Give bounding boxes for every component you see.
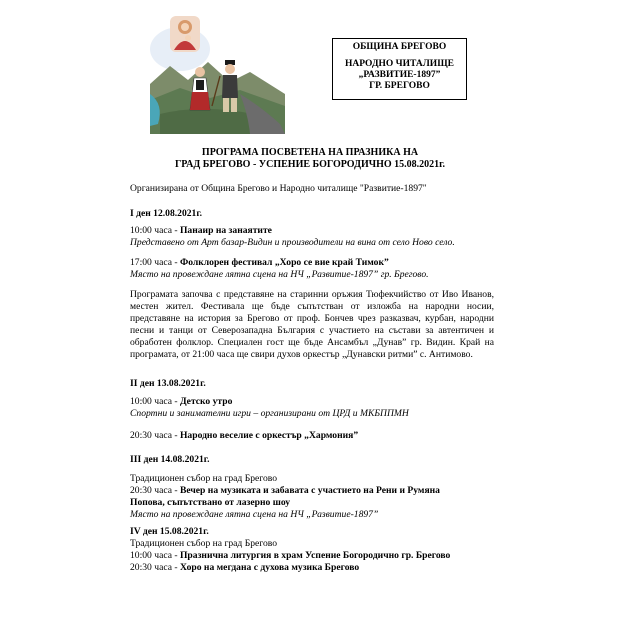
org-community-center-name: „РАЗВИТИЕ-1897” — [358, 70, 441, 80]
day2-event1-title: Детско утро — [179, 396, 233, 407]
day3-heading: III ден 14.08.2021г. — [130, 454, 210, 465]
day1-event1 — [130, 225, 272, 237]
day2-event1-desc: Спортни и занимателни игри – организирани от ЦРД и МКБППМН — [130, 408, 409, 419]
day4-heading: IV ден 15.08.2021г. — [130, 526, 209, 537]
day2-event2-time: 20:30 часа - — [130, 430, 180, 441]
day1-event2 — [130, 257, 389, 269]
day4-event2-time: 20:30 часа - — [130, 562, 180, 573]
day3-event1-time: 20:30 часа - — [130, 485, 180, 496]
organized-by: Организирана от Община Брегово и Народно читалище "Развитие-1897" — [130, 183, 427, 194]
day1-event2-time: 17:00 часа - — [130, 257, 180, 268]
day4-event1-time: 10:00 часа - — [130, 550, 180, 561]
day4-intro: Традиционен събор на град Брегово — [130, 538, 278, 549]
organization-box — [332, 38, 467, 100]
day2-event2 — [130, 430, 358, 442]
org-community-center: НАРОДНО ЧИТАЛИЩЕ — [345, 59, 454, 69]
day2-heading: II ден 13.08.2021г. — [130, 378, 206, 389]
day3-event1-title: Вечер на музиката и забавата с участието на Рени и Румяна — [179, 485, 440, 496]
day1-description-paragraph: Програмата започва с представяне на старинни оръжия Тюфекчийство от Иво Иванов, местен жител. Фестивала ще бъде съпътстван от изложба на народни носии, представяне на история за Брегово от проф. Бончев чрез разказвач, курбан, народни песни и танци от Северозападна България с участието на състави за автентичен и обработен фолклор. Специален гост ще бъде Ансамбъл „Дунав” гр. Видин. Край на програмата, от 21:00 часа ще свири духов оркестър „Дунавски ритми” с. Антимово. — [130, 289, 494, 360]
day4-event1 — [130, 550, 450, 562]
day2-event2-title: Народно веселие с оркестър „Хармония” — [179, 430, 359, 441]
day1-event2-title: Фолклорен фестивал „Хоро се вие край Тимок” — [179, 257, 389, 268]
day1-event1-time: 10:00 часа - — [130, 225, 180, 236]
day2-event1-time: 10:00 часа - — [130, 396, 180, 407]
day1-heading: I ден 12.08.2021г. — [130, 208, 203, 219]
program-title-line1: ПРОГРАМА ПОСВЕТЕНА НА ПРАЗНИКА НА — [201, 147, 419, 158]
org-municipality: ОБЩИНА БРЕГОВО — [352, 42, 447, 52]
day4-event1-title: Празнична литургия в храм Успение Богородично гр. Брегово — [179, 550, 451, 561]
folk-couple-illustration — [150, 14, 285, 134]
day4-event2-title: Хоро на мегдана с духова музика Брегово — [179, 562, 360, 573]
icon-virgin-mary-icon — [170, 16, 200, 52]
day1-event1-desc: Представено от Арт базар-Видин и производители на вина от село Ново село. — [130, 237, 455, 248]
program-title-line2: ГРАД БРЕГОВО - УСПЕНИЕ БОГОРОДИЧНО 15.08.2021г. — [174, 159, 446, 170]
day1-event1-title: Панаир на занаятите — [179, 225, 272, 236]
day3-event1-desc: Място на провеждане лятна сцена на НЧ „Развитие-1897” — [130, 509, 379, 520]
day2-event1 — [130, 396, 232, 408]
day4-event2 — [130, 562, 359, 574]
day3-event1-title-cont: Попова, съпътствано от лазерно шоу — [130, 497, 291, 508]
day1-event2-desc: Място на провеждане лятна сцена на НЧ „Развитие-1897” гр. Брегово. — [130, 269, 429, 280]
day3-intro: Традиционен събор на град Брегово — [130, 473, 278, 484]
org-town: ГР. БРЕГОВО — [369, 81, 430, 91]
day3-event1 — [130, 485, 440, 497]
